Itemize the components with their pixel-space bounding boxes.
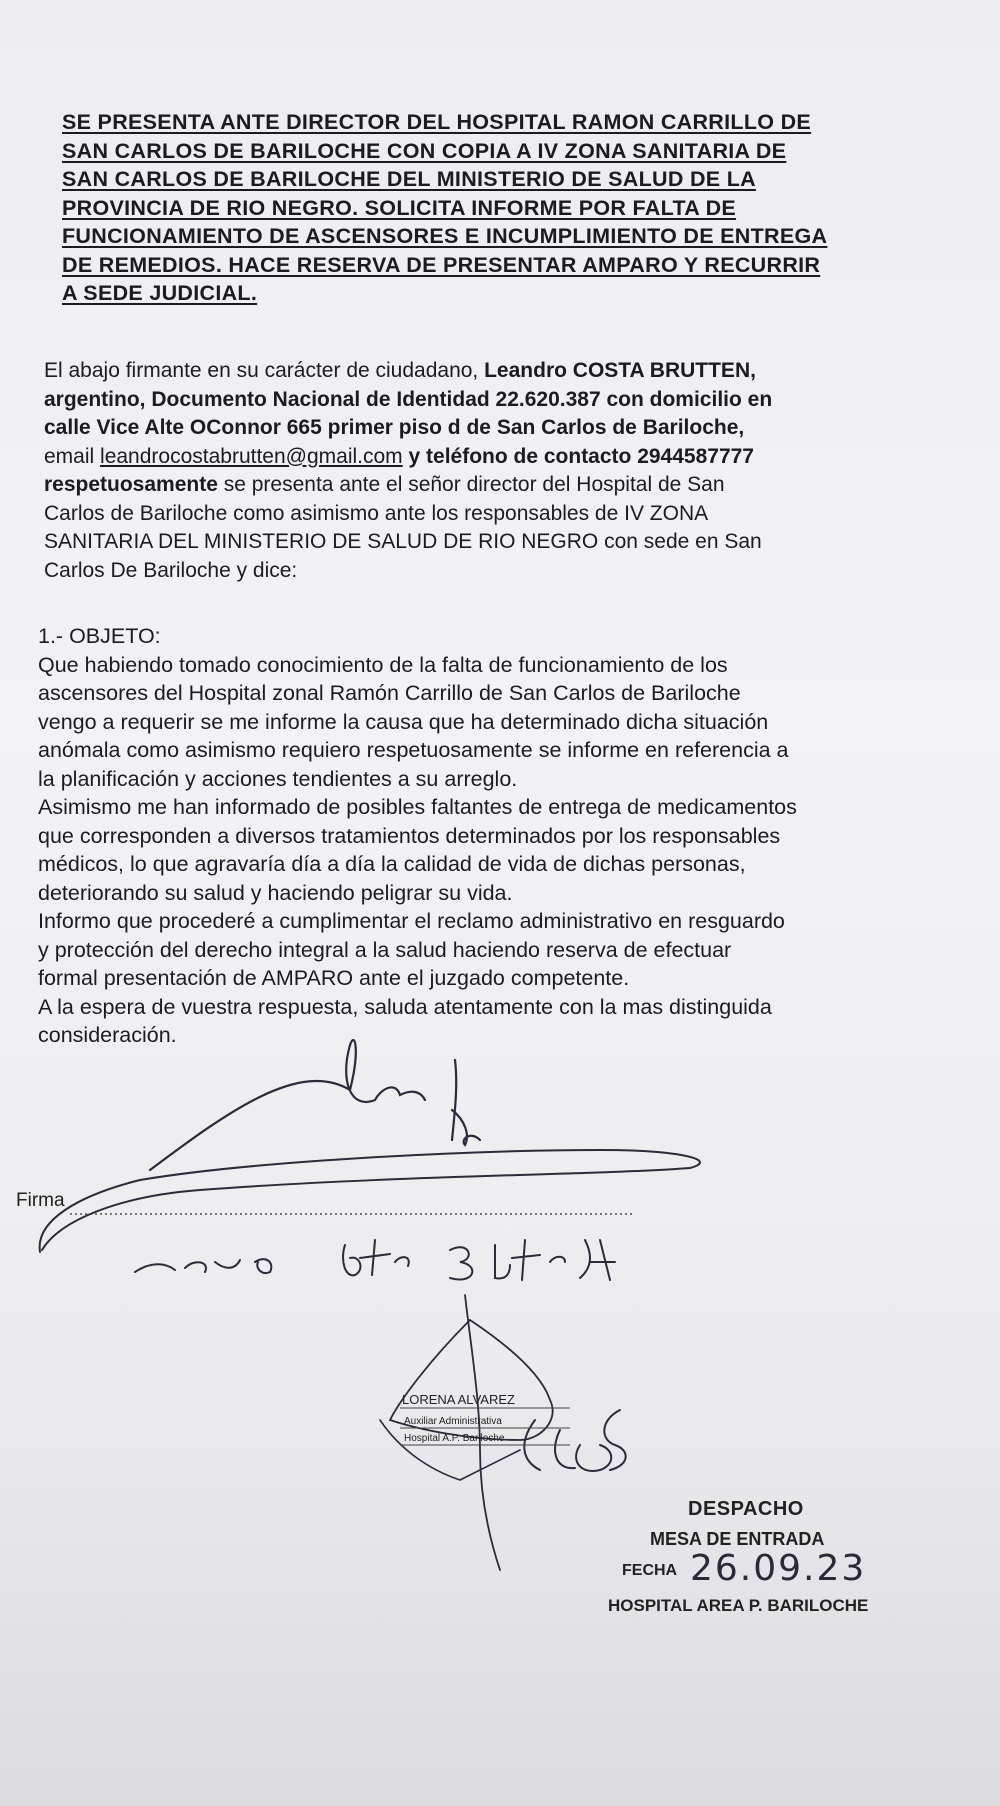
intro-text: se presenta ante el señor director del Hospital de San [217, 473, 725, 496]
heading-line: A SEDE JUDICIAL. [62, 281, 258, 305]
intro-line [44, 471, 958, 500]
signature-label: Firma [16, 1190, 65, 1211]
section-line: Asimismo me han informado de posibles faltantes de entrega de medicamentos [38, 795, 797, 819]
stamp-person-org: Hospital A.P. Bariloche [404, 1433, 505, 1444]
objeto-section [38, 622, 966, 1050]
stamp-mesa-entrada: MESA DE ENTRADA [650, 1529, 825, 1549]
section-line: vengo a requerir se me informe la causa que ha determinado dicha situación [38, 709, 769, 734]
intro-text: respetuosamente [44, 473, 218, 496]
intro-line [44, 443, 958, 472]
stamp-hospital: HOSPITAL AREA P. BARILOCHE [608, 1596, 869, 1615]
heading-line: PROVINCIA DE RIO NEGRO. SOLICITA INFORME POR FALTA DE [62, 195, 737, 220]
intro-line: Carlos De Bariloche y dice: [44, 558, 298, 582]
signer-name: Leandro COSTA BRUTTEN, [484, 359, 756, 382]
section-line: y protección del derecho integral a la salud haciendo reserva de efectuar [38, 937, 732, 962]
intro-line: Carlos de Bariloche como asimismo ante los responsables de IV ZONA [44, 501, 709, 525]
heading-line: FUNCIONAMIENTO DE ASCENSORES E INCUMPLIMIENTO DE ENTREGA [62, 224, 828, 248]
phone-text: y teléfono de contacto 2944587777 [402, 444, 754, 468]
intro-line: calle Vice Alte OConnor 665 primer piso d de San Carlos de Bariloche, [44, 416, 745, 439]
heading-line: DE REMEDIOS. HACE RESERVA DE PRESENTAR AMPARO Y RECURRIR [62, 252, 821, 277]
stamp-fecha-label: FECHA [622, 1562, 678, 1579]
document-heading [62, 108, 932, 308]
section-line: consideración. [38, 1023, 177, 1047]
section-line: Que habiendo tomado conocimiento de la falta de funcionamiento de los [38, 652, 728, 677]
section-line: Informo que procederé a cumplimentar el reclamo administrativo en resguardo [38, 909, 785, 933]
heading-line: SE PRESENTA ANTE DIRECTOR DEL HOSPITAL RAMON CARRILLO DE [62, 110, 812, 134]
intro-line [44, 357, 958, 386]
stamp-despacho: DESPACHO [688, 1498, 804, 1520]
section-line: anómala como asimismo requiero respetuosamente se informe en referencia a [38, 738, 789, 762]
section-line: A la espera de vuestra respuesta, saluda atentamente con la mas distinguida [38, 994, 772, 1019]
section-line: formal presentación de AMPARO ante el juzgado competente. [38, 966, 630, 990]
stamp-person-name: LORENA ALVAREZ [402, 1392, 515, 1407]
email-link[interactable]: leandrocostabrutten@gmail.com [100, 444, 403, 468]
section-line: deteriorando su salud y haciendo peligrar su vida. [38, 880, 513, 905]
stamp-person-role: Auxiliar Administrativa [404, 1416, 502, 1427]
section-title: 1.- OBJETO: [38, 624, 161, 648]
heading-line: SAN CARLOS DE BARILOCHE DEL MINISTERIO DE SALUD DE LA [62, 167, 756, 191]
intro-line: SANITARIA DEL MINISTERIO DE SALUD DE RIO NEGRO con sede en San [44, 530, 762, 553]
intro-text: El abajo firmante en su carácter de ciudadano, [44, 359, 485, 382]
intro-paragraph [44, 357, 958, 585]
intro-text: email [44, 444, 101, 468]
section-line: que corresponden a diversos tratamientos determinados por los responsables [38, 823, 781, 848]
section-line: médicos, lo que agravaría día a día la calidad de vida de dichas personas, [38, 852, 746, 876]
intro-line: argentino, Documento Nacional de Identidad 22.620.387 con domicilio en [44, 387, 773, 411]
section-line: la planificación y acciones tendientes a su arreglo. [38, 766, 518, 791]
stamp-fecha-value: 26.09.23 [690, 1548, 867, 1589]
heading-line: SAN CARLOS DE BARILOCHE CON COPIA A IV ZONA SANITARIA DE [62, 138, 787, 163]
section-line: ascensores del Hospital zonal Ramón Carrillo de San Carlos de Bariloche [38, 681, 741, 705]
